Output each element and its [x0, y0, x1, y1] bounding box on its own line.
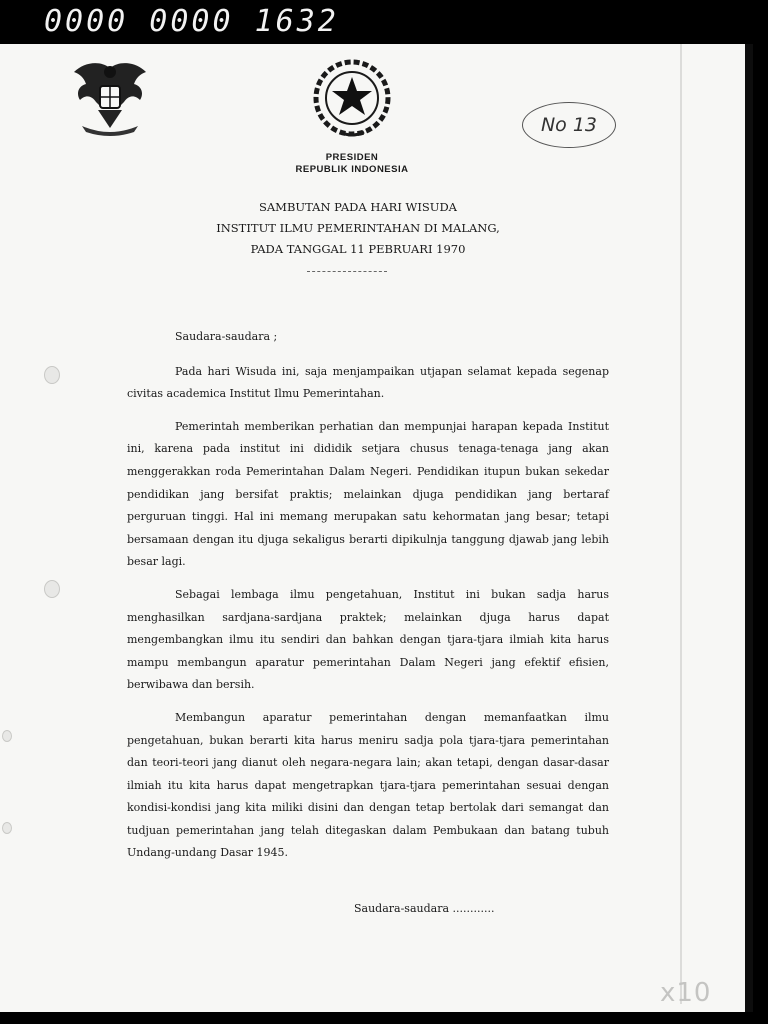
title-line: SAMBUTAN PADA HARI WISUDA	[259, 200, 457, 214]
title-divider	[307, 271, 387, 272]
title-line: PADA TANGGAL 11 PEBRUARI 1970	[250, 242, 466, 256]
punch-hole	[44, 366, 60, 384]
microfilm-frame-number: 0000 0000 1632	[44, 4, 339, 39]
paragraph: Membangun aparatur pemerintahan dengan memanfaatkan ilmu pengetahuan, bukan berarti kita harus meniru sadja pola tjara-tjara pemerintahan dan teori-teori jang dianut oleh negara-negara lain; akan tetapi, dengan dasar-dasar ilmiah itu kita harus dapat mengetrapkan tjara-tjara pemerintahan sesuai dengan kondisi-kondisi jang kita miliki disini dan dengan tetap bertolak dari semangat dan tudjuan pemerintahan jang telah ditegaskan dalam Pembukaan dan batang tubuh Undang-undang Dasar 1945.	[127, 710, 609, 860]
salutation: Saudara-saudara ;	[175, 330, 278, 343]
punch-hole	[44, 580, 60, 598]
garuda-emblem-icon	[70, 56, 150, 138]
title-line: INSTITUT ILMU PEMERINTAHAN DI MALANG,	[216, 221, 500, 235]
speech-body	[127, 326, 609, 875]
paragraph: Pada hari Wisuda ini, saja menjampaikan utjapan selamat kepada segenap civitas academica Institut Ilmu Pemerintahan.	[127, 364, 609, 401]
page-fold-line	[680, 44, 682, 1004]
paragraph: Sebagai lembaga ilmu pengetahuan, Institut ini bukan sadja harus menghasilkan sardjana-sardjana praktek; melainkan djuga harus dapat mengembangkan ilmu itu sendiri dan bahkan dengan tjara-tjara ilmiah kita harus mampu membangun aparatur pemerintahan Dalam Negeri jang efektif efisien, berwibawa dan bersih.	[127, 587, 609, 692]
document-title	[150, 197, 566, 260]
paragraph: Pemerintah memberikan perhatian dan mempunjai harapan kepada Institut ini, karena pada institut ini dididik setjara chusus tenaga-tenaga jang akan menggerakkan roda Pemerintahan Dalam Negeri. Pendidikan itupun bukan sekedar pendidikan jang bersifat praktis; melainkan djuga pendidikan jang bertaraf perguruan tinggi. Hal ini memang merupakan satu kehormatan jang besar; tetapi bersamaan dengan itu djuga sekaligus berarti dipikulnja tanggung djawab jang lebih besar lagi.	[127, 419, 609, 569]
issuer-heading	[252, 152, 452, 176]
issuer-line: REPUBLIK INDONESIA	[295, 164, 409, 175]
page-edge-shadow	[745, 44, 753, 1012]
closing-line: Saudara-saudara ............	[354, 902, 495, 915]
punch-hole	[2, 730, 12, 742]
punch-hole	[2, 822, 12, 834]
page-mark: x10	[660, 978, 712, 1008]
document-number-stamp: No 13	[522, 102, 616, 148]
presidential-seal-icon	[310, 58, 394, 140]
issuer-line: PRESIDEN	[325, 152, 379, 163]
